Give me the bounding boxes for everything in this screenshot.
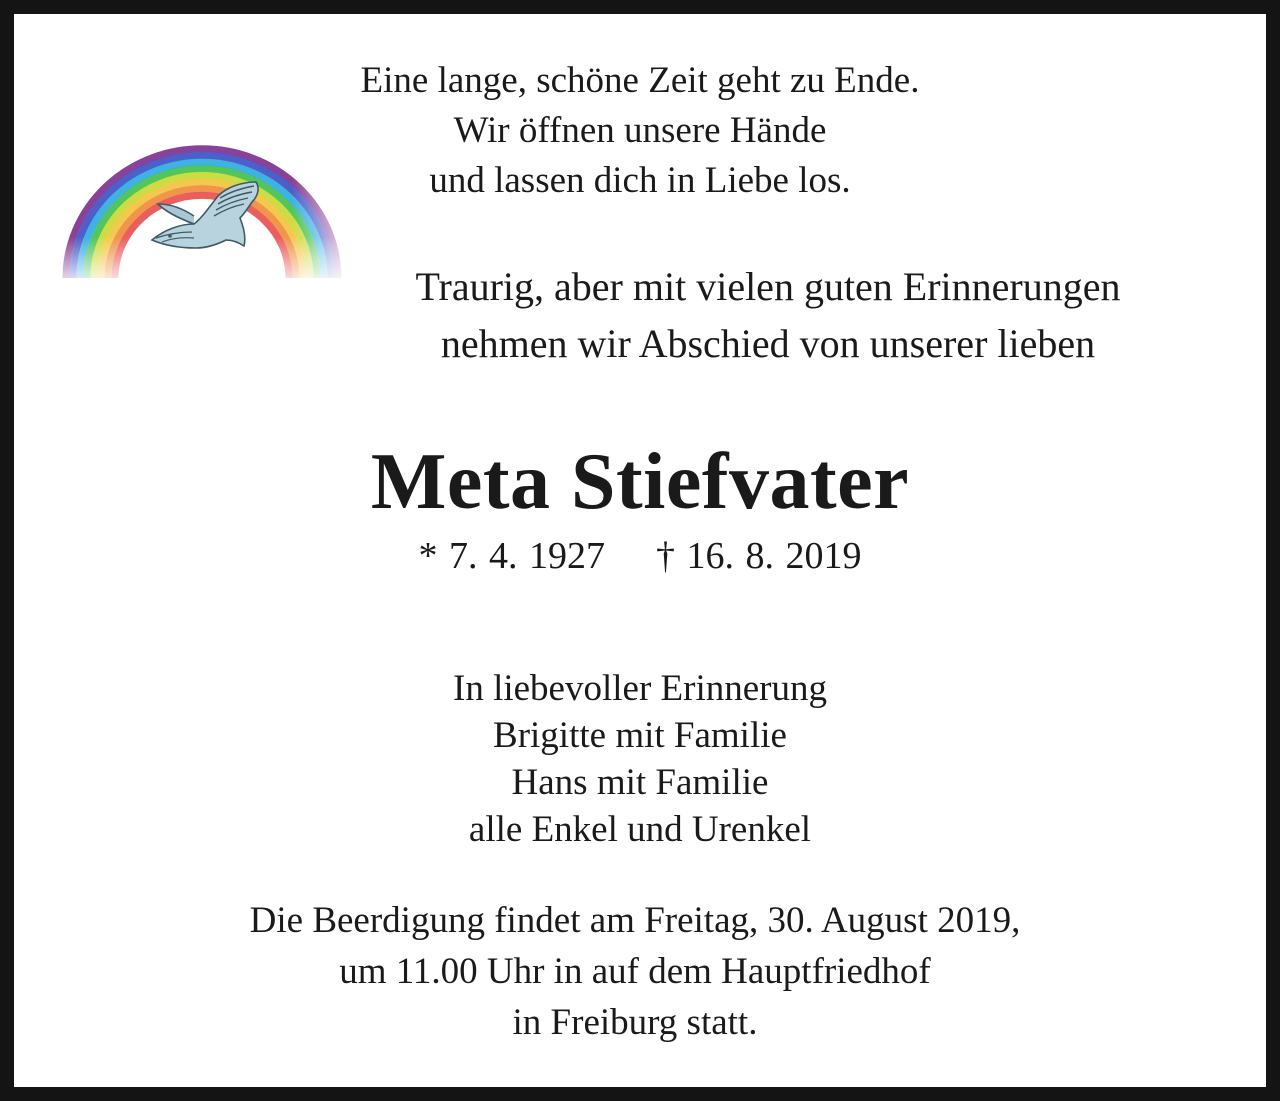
intro-line: Traurig, aber mit vielen guten Erinnerungen bbox=[415, 264, 1121, 309]
burial-line: in Freiburg statt. bbox=[512, 1002, 758, 1043]
life-dates bbox=[419, 534, 862, 578]
motto-line: Eine lange, schöne Zeit geht zu Ende. bbox=[360, 60, 920, 101]
deceased-name: Meta Stiefvater bbox=[370, 438, 910, 526]
motto-line: und lassen dich in Liebe los. bbox=[429, 160, 851, 201]
burial-notice bbox=[250, 895, 1021, 1048]
signature-line: Brigitte mit Familie bbox=[493, 715, 787, 756]
signature-block bbox=[453, 665, 827, 853]
motto-line: Wir öffnen unsere Hände bbox=[453, 110, 827, 151]
signature-line: In liebevoller Erinnerung bbox=[453, 668, 827, 709]
birth-date: * 7. 4. 1927 bbox=[418, 535, 605, 577]
intro-block bbox=[416, 258, 1121, 372]
motto-block bbox=[361, 56, 920, 206]
rainbow-dove-icon bbox=[52, 100, 352, 290]
signature-line: alle Enkel und Urenkel bbox=[468, 809, 812, 850]
signature-line: Hans mit Familie bbox=[511, 762, 769, 803]
burial-line: um 11.00 Uhr in auf dem Hauptfriedhof bbox=[339, 951, 931, 992]
burial-line: Die Beerdigung findet am Freitag, 30. August 2019, bbox=[249, 900, 1021, 941]
death-date: † 16. 8. 2019 bbox=[656, 535, 862, 577]
intro-line: nehmen wir Abschied von unserer lieben bbox=[440, 321, 1096, 366]
